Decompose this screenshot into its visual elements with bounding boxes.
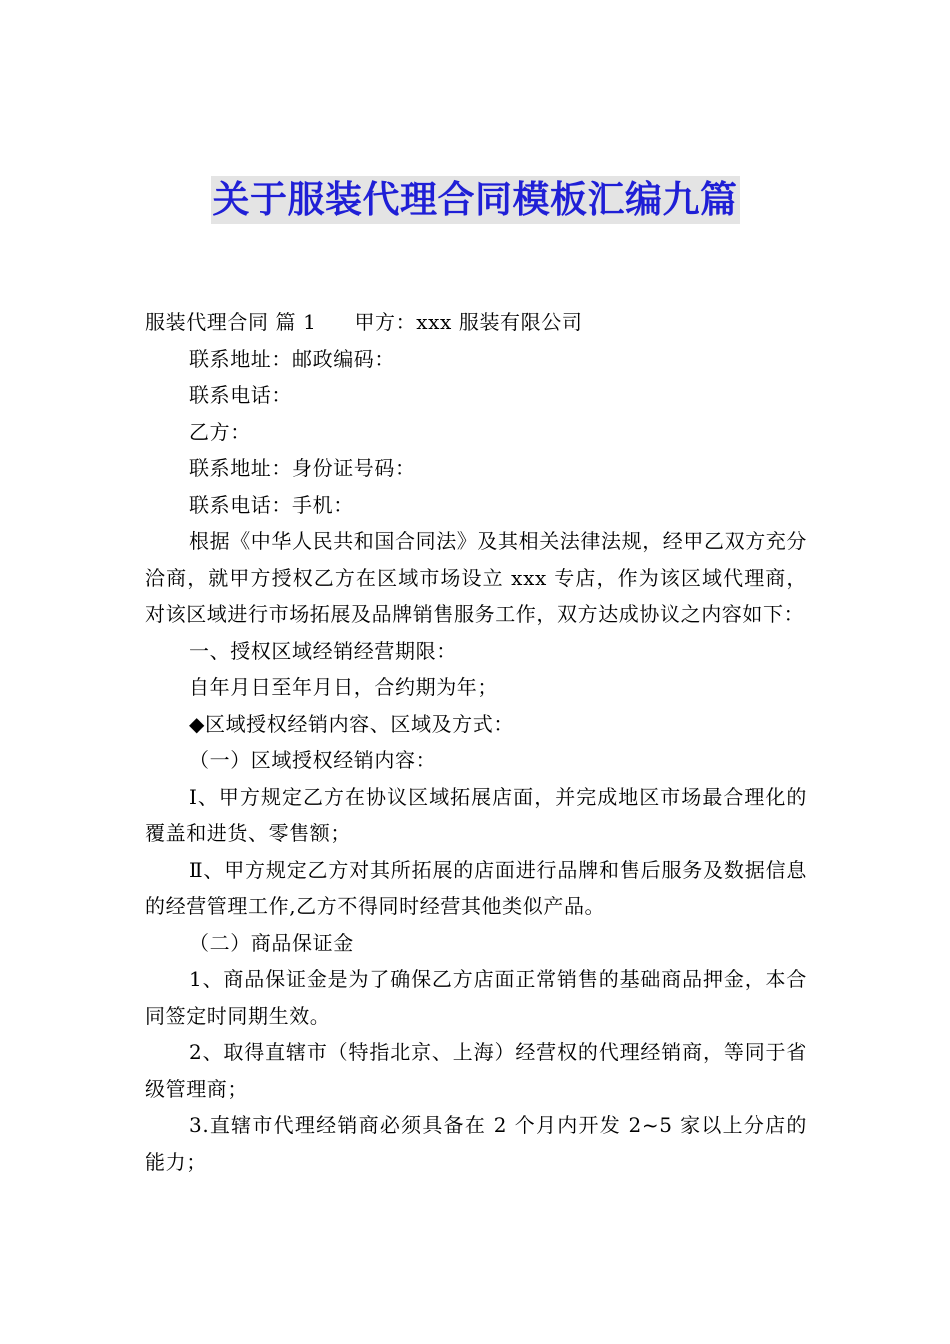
paragraph: 1、商品保证金是为了确保乙方店面正常销售的基础商品押金，本合同签定时同期生效。 xyxy=(145,967,807,1028)
paragraph: Ⅱ、甲方规定乙方对其所拓展的店面进行品牌和售后服务及数据信息的经营管理工作,乙方不得同时经营其他类似产品。 xyxy=(145,857,807,918)
paragraph: （二）商品保证金 xyxy=(189,930,354,955)
paragraph: （一）区域授权经销内容： xyxy=(189,748,437,772)
paragraph: 乙方： xyxy=(189,419,251,444)
paragraph: 一、授权区域经销经营期限： xyxy=(189,638,457,663)
paragraph: 自年月日至年月日，合约期为年； xyxy=(189,675,498,699)
paragraph: 联系电话：手机： xyxy=(189,492,354,517)
paragraph: 联系地址：邮政编码： xyxy=(189,346,395,371)
first-line xyxy=(145,304,807,341)
title-container xyxy=(0,176,950,224)
document-title: 关于服装代理合同模板汇编九篇 xyxy=(211,176,740,224)
document-body xyxy=(145,304,807,1180)
paragraph: Ⅰ、甲方规定乙方在协议区域拓展店面，并完成地区市场最合理化的覆盖和进货、零售额； xyxy=(145,784,807,845)
section-heading: 服装代理合同 篇 1 xyxy=(145,310,317,334)
paragraph: ◆区域授权经销内容、区域及方式： xyxy=(189,711,514,736)
paragraph: 2、取得直辖市（特指北京、上海）经营权的代理经销商，等同于省级管理商； xyxy=(145,1040,807,1101)
paragraph: 根据《中华人民共和国合同法》及其相关法律法规，经甲乙双方充分洽商，就甲方授权乙方在区域市场设立 xxx 专店，作为该区域代理商，对该区域进行市场拓展及品牌销售服务工作，双方达成协议之内容如下： xyxy=(145,529,807,626)
paragraph: 3.直辖市代理经销商必须具备在 2 个月内开发 2~5 家以上分店的能力； xyxy=(145,1113,807,1174)
paragraph: 联系电话： xyxy=(189,383,292,407)
paragraph: 联系地址：身份证号码： xyxy=(189,456,416,480)
party-a-line: 甲方：xxx 服装有限公司 xyxy=(354,310,583,334)
